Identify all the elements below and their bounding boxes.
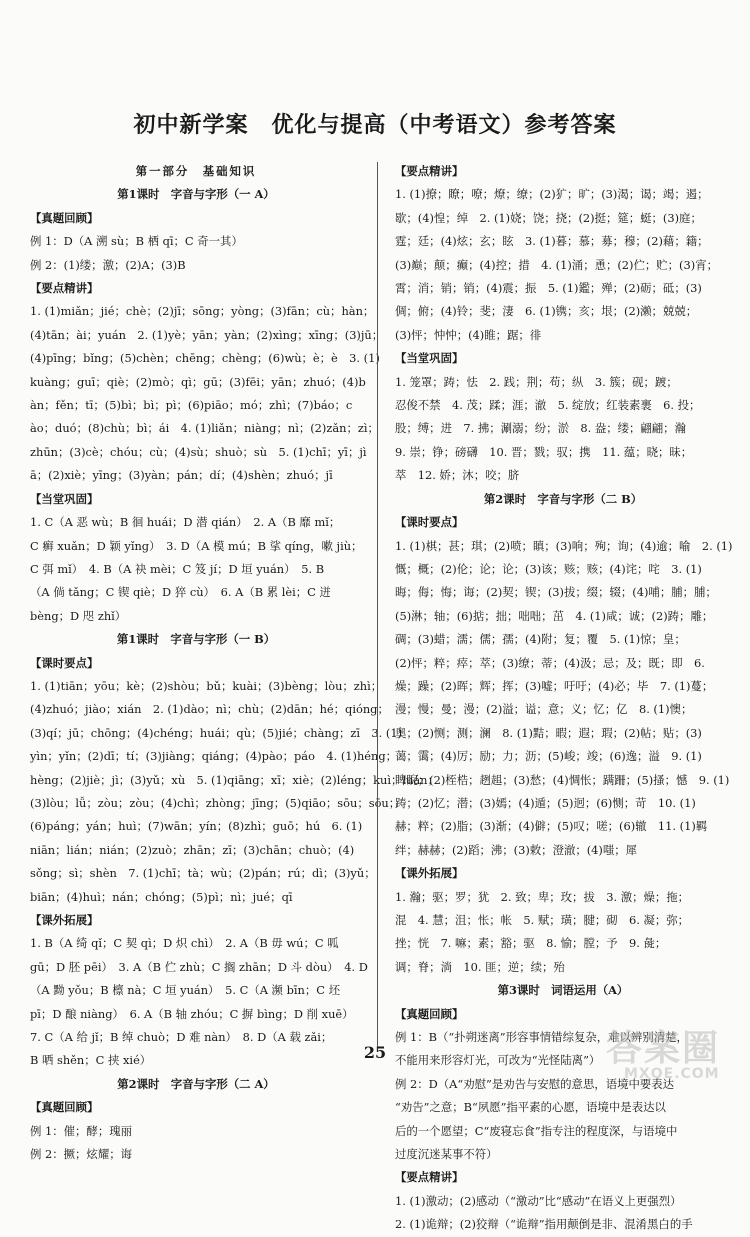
answer-line: ā；(2)xiè；yīng；(3)yàn；pán；dí；(4)shèn；zhuó；jī bbox=[30, 468, 333, 483]
section-heading: 【真题回顾】 bbox=[395, 1006, 464, 1021]
answer-line: 蔼；霭；(4)厉；励；力；沥；(5)峻；竣；(6)逸；溢 9. (1) bbox=[395, 749, 702, 764]
answer-line: 1. (1)激动；(2)感动（“激动”比“感动”在语义上更强烈） bbox=[395, 1193, 682, 1208]
answer-line: 慨；概；(2)伦；论；论；(3)该；赅；赅；(4)诧；咤 3. (1) bbox=[395, 561, 702, 576]
answer-line: 例 1：D（A 溯 sù；B 栖 qī；C 奇一其） bbox=[30, 234, 243, 249]
answer-line: biān；(4)huì；nán；chóng；(5)pì；nì；jué；qī bbox=[30, 889, 293, 904]
section-heading: 【当堂巩固】 bbox=[30, 491, 99, 506]
answer-line: 7. C（A 给 jǐ；B 绰 chuò；D 难 nàn） 8. D（A 载 zǎi； bbox=[30, 1030, 333, 1045]
answer-line: zhūn；(3)cè；chóu；cù；(4)sù；shuò；sù 5. (1)chī；yī；jì bbox=[30, 444, 367, 459]
answer-line: 股；缚；进 7. 拂；涮溺；纷；淤 8. 盎；缕；翩翩；瀚 bbox=[395, 421, 686, 436]
section-heading: 【课外拓展】 bbox=[395, 866, 464, 881]
answer-line: （A 黝 yǒu；B 檩 nà；C 垣 yuán） 5. C（A 濒 bīn；C 坯 bbox=[30, 983, 340, 998]
answer-line: niān；lián；nián；(2)zuò；zhān；zī；(3)chān；chuò；(4) bbox=[30, 842, 355, 857]
page-title: 初中新学案 优化与提高（中考语文）参考答案 bbox=[133, 112, 617, 138]
answer-line: C 癣 xuǎn；D 颖 yǐng） 3. D（A 模 mú；B 挲 qíng，嗽 jiù； bbox=[30, 538, 363, 553]
answer-line: B 哂 shěn；C 挟 xié） bbox=[30, 1053, 152, 1068]
answer-line: 1. B（A 绮 qǐ；C 契 qì；D 炽 chì） 2. A（B 毋 wú；C 呱 bbox=[30, 936, 339, 951]
answer-line: 歇；(4)惶；绰 2. (1)娆；饶；挠；(2)挺；筵；蜓；(3)庭； bbox=[395, 210, 702, 225]
watermark-main: 答案圈 bbox=[606, 1028, 721, 1069]
section-heading: 【要点精讲】 bbox=[395, 164, 464, 178]
answer-line: 例 1：B（“扑朔迷离”形容事情错综复杂，难以辨别清楚， bbox=[395, 1030, 688, 1045]
answer-line: 1. (1)撩；瞭；嘹；燎；缭；(2)犷；旷；(3)渴；谒；竭；遏； bbox=[395, 187, 709, 202]
answer-line: gū；D 胚 pēi） 3. A（B 伫 zhù；C 搁 zhān；D 斗 dòu） 4. D bbox=[30, 959, 368, 974]
answer-line: ào；duó；(8)chù；bì；ái 4. (1)liǎn；niàng；nì；(2)zǎn；zì； bbox=[30, 421, 379, 436]
answer-line: (3)qí；jū；chōng；(4)chéng；huái；qù；(5)jié；chàng；zī 3. (1) bbox=[30, 725, 403, 740]
answer-line: 例 2：(1)缕；激；(2)A；(3)B bbox=[30, 257, 186, 272]
section-heading: 【课时要点】 bbox=[395, 515, 464, 530]
answer-line: 后的一个愿望；C“废寝忘食”指专注的程度深，与语境中 bbox=[395, 1123, 678, 1138]
part-heading: 第一部分 基础知识 bbox=[135, 164, 257, 178]
answer-line: 9. 崇；铮；磅礴 10. 晋；戮；驭；携 11. 蕴；晓；昧； bbox=[395, 444, 693, 459]
answer-line: 霄；消；销；销；(4)震；振 5. (1)鑑；殚；(2)砺；砥；(3) bbox=[395, 281, 702, 296]
answer-line: 1. 瀚；驱；罗；犹 2. 致；卑；玫；拔 3. 激；燥；拖； bbox=[395, 889, 690, 904]
answer-line: 倜；俯；(4)铃；斐；淒 6. (1)镌；亥；垠；(2)濑；兢兢； bbox=[395, 304, 698, 319]
answer-line: (4)pīng；bǐng；(5)chèn；chēng；chèng；(6)wù；è；è 3. (1) bbox=[30, 351, 380, 366]
answer-line: 奥；(2)恻；测；澜 8. (1)黠；暇；遐；瑕；(2)帖；贴；(3) bbox=[395, 725, 702, 740]
answer-line: 踌；(2)忆；潜；(3)嫣；(4)遁；(5)迥；(6)恻；苛 10. (1) bbox=[395, 795, 696, 810]
column-divider bbox=[377, 162, 378, 1052]
answer-line: 2. (1)诡辩；(2)狡辩（“诡辩”指用颠倒是非、混淆黑白的手 bbox=[395, 1217, 693, 1232]
answer-line: 睥睨；(2)桎梏；趔趄；(3)愁；(4)惆怅；蹒跚；(5)搔；憾 9. (1) bbox=[395, 772, 730, 787]
answer-line: C 弭 mǐ） 4. B（A 袂 mèi；C 笈 jí；D 垣 yuán） 5. B bbox=[30, 561, 325, 576]
answer-line: 调；脊；淌 10. 匪；逆；续；殆 bbox=[395, 959, 565, 974]
answer-line: 霆；廷；(4)炫；玄；眩 3. (1)暮；慕；募；穆；(2)藉；籍； bbox=[395, 234, 709, 249]
lesson-heading: 第3课时 词语运用（A） bbox=[497, 983, 629, 998]
answer-line: 例 2：撅；炫耀；诲 bbox=[30, 1147, 132, 1162]
answer-line: pī；D 酿 niàng） 6. A（B 轴 zhóu；C 摒 bìng；D 削 xuē） bbox=[30, 1006, 354, 1021]
answer-line: “劝告”之意；B“夙愿”指平素的心愿，语境中是表达以 bbox=[395, 1100, 666, 1115]
answer-line: kuàng；guī；qiè；(2)mò；qì；gū；(3)fēi；yān；zhuó；(4)b bbox=[30, 374, 366, 389]
section-heading: 【课时要点】 bbox=[30, 655, 99, 670]
answer-line: 1. (1)棋；甚；琪；(2)喷；瞋；(3)响；殉；询；(4)逾；喻 2. (1) bbox=[395, 538, 733, 553]
answer-line: 1. (1)tiān；yōu；kè；(2)shòu；bǔ；kuài；(3)bèng；lòu；zhì； bbox=[30, 678, 383, 693]
answer-line: sǒng；sì；shèn 7. (1)chī；tà；wù；(2)pán；rú；dì；(3)yǔ； bbox=[30, 866, 376, 881]
answer-line: 燥；躁；(2)晖；辉；挥；(3)嘘；吁吁；(4)必；毕 7. (1)蔓； bbox=[395, 678, 714, 693]
answer-line: 忍俊不禁 4. 茂；蹂；涯；澈 5. 绽放；红装素裹 6. 投； bbox=[395, 398, 701, 413]
answer-line: (3)巅；颠；癫；(4)控；措 4. (1)涌；恿；(2)伫；贮；(3)宵； bbox=[395, 257, 718, 272]
answer-line: 1. 笼罩；踌；怯 2. 践；荆；苟；纵 3. 簇；砚；踱； bbox=[395, 374, 678, 389]
answer-line: 赫；粹；(2)脂；(3)渐；(4)僻；(5)叹；嗟；(6)辙 11. (1)羁 bbox=[395, 819, 708, 834]
answer-line: (4)tān；ài；yuán 2. (1)yè；yān；yàn；(2)xìng；xīng；(3)jū； bbox=[30, 327, 384, 342]
answer-line: 1. (1)miǎn；jié；chè；(2)jī；sōng；yòng；(3)fān；cù；hàn； bbox=[30, 304, 375, 319]
page-number: 25 bbox=[363, 1043, 387, 1062]
answer-line: 例 2：D（A“劝慰”是劝告与安慰的意思，语境中要表达 bbox=[395, 1076, 675, 1091]
lesson-heading: 第2课时 字音与字形（二 A） bbox=[117, 1076, 275, 1091]
answer-line: bèng；D 咫 zhǐ） bbox=[30, 608, 127, 623]
section-heading: 【真题回顾】 bbox=[30, 210, 99, 225]
answer-line: (3)怦；忡忡；(4)睢；踞；徘 bbox=[395, 327, 542, 342]
answer-line: (2)怦；粹；瘁；萃；(3)缭；蒂；(4)汲；忌；及；既；即 6. bbox=[395, 655, 705, 670]
section-heading: 【当堂巩固】 bbox=[395, 351, 464, 366]
answer-line: àn；fěn；tī；(5)bì；bì；pì；(6)piāo；mó；zhì；(7)báo；c bbox=[30, 398, 353, 413]
answer-line: 绊；赫赫；(2)蹈；沸；(3)敕；澄澈；(4)嗤；犀 bbox=[395, 842, 638, 857]
lesson-heading: 第1课时 字音与字形（一 A） bbox=[117, 187, 275, 202]
lesson-heading: 第1课时 字音与字形（一 B） bbox=[116, 632, 276, 647]
answer-line: 例 1：催；酵；瑰丽 bbox=[30, 1123, 132, 1138]
watermark-sub: MXQE.COM bbox=[624, 1066, 720, 1082]
answer-line: hèng；(2)jiè；jì；(3)yǔ；xù 5. (1)qiāng；xī；xiè；(2)léng；kuì；luán； bbox=[30, 772, 439, 787]
answer-line: （A 倘 tǎng；C 锲 qiè；D 猝 cù） 6. A（B 累 lèi；C 迸 bbox=[30, 585, 331, 600]
answer-line: 萃 12. 娇；沐；咬；脐 bbox=[395, 468, 520, 483]
section-heading: 【要点精讲】 bbox=[395, 1170, 464, 1185]
answer-line: 不能用来形容灯光，可改为“光怪陆离”） bbox=[395, 1053, 601, 1068]
answer-line: 碉；(3)蜡；濡；儒；孺；(4)附；复；覆 5. (1)惊；皇； bbox=[395, 632, 686, 647]
answer-line: yìn；yǐn；(2)dī；tí；(3)jiàng；qiáng；(4)pào；páo 4. (1)héng； bbox=[30, 749, 398, 764]
lesson-heading: 第2课时 字音与字形（二 B） bbox=[483, 491, 643, 506]
answer-line: 过度沉迷某事不符） bbox=[395, 1147, 498, 1162]
answer-line: 晦；侮；悔；诲；(2)契；锲；(3)拔；缀；辍；(4)哺；脯；脯； bbox=[395, 585, 717, 600]
section-heading: 【课外拓展】 bbox=[30, 913, 99, 927]
answer-line: 漫；慢；曼；漫；(2)溢；谥；意；义；忆；亿 8. (1)懊； bbox=[395, 702, 693, 717]
section-heading: 【真题回顾】 bbox=[30, 1100, 99, 1115]
section-heading: 【要点精讲】 bbox=[30, 281, 99, 296]
answer-line: 混 4. 慧；沮；怅；帐 5. 赋；璜；腱；砌 6. 凝；弥； bbox=[395, 913, 690, 927]
answer-line: (4)zhuó；jiào；xián 2. (1)dào；nì；chù；(2)dān；hé；qióng； bbox=[30, 702, 389, 717]
answer-line: (5)淋；轴；(6)掂；拙；咄咄；茁 4. (1)咸；诚；(2)踌；雕； bbox=[395, 608, 714, 623]
answer-line: (3)lòu；lǚ；zòu；zòu；(4)chì；zhòng；jīng；(5)qiāo；sōu；sōu； bbox=[30, 795, 401, 810]
answer-line: 挫；恍 7. 嘛；素；豁；驱 8. 愉；膛；予 9. 彘； bbox=[395, 936, 667, 951]
answer-line: (6)páng；yán；huì；(7)wān；yín；(8)zhì；guō；hú 6. (1) bbox=[30, 819, 363, 834]
answer-line: 1. C（A 恶 wù；B 徊 huái；D 潜 qián） 2. A（B 靡 mǐ； bbox=[30, 515, 341, 530]
